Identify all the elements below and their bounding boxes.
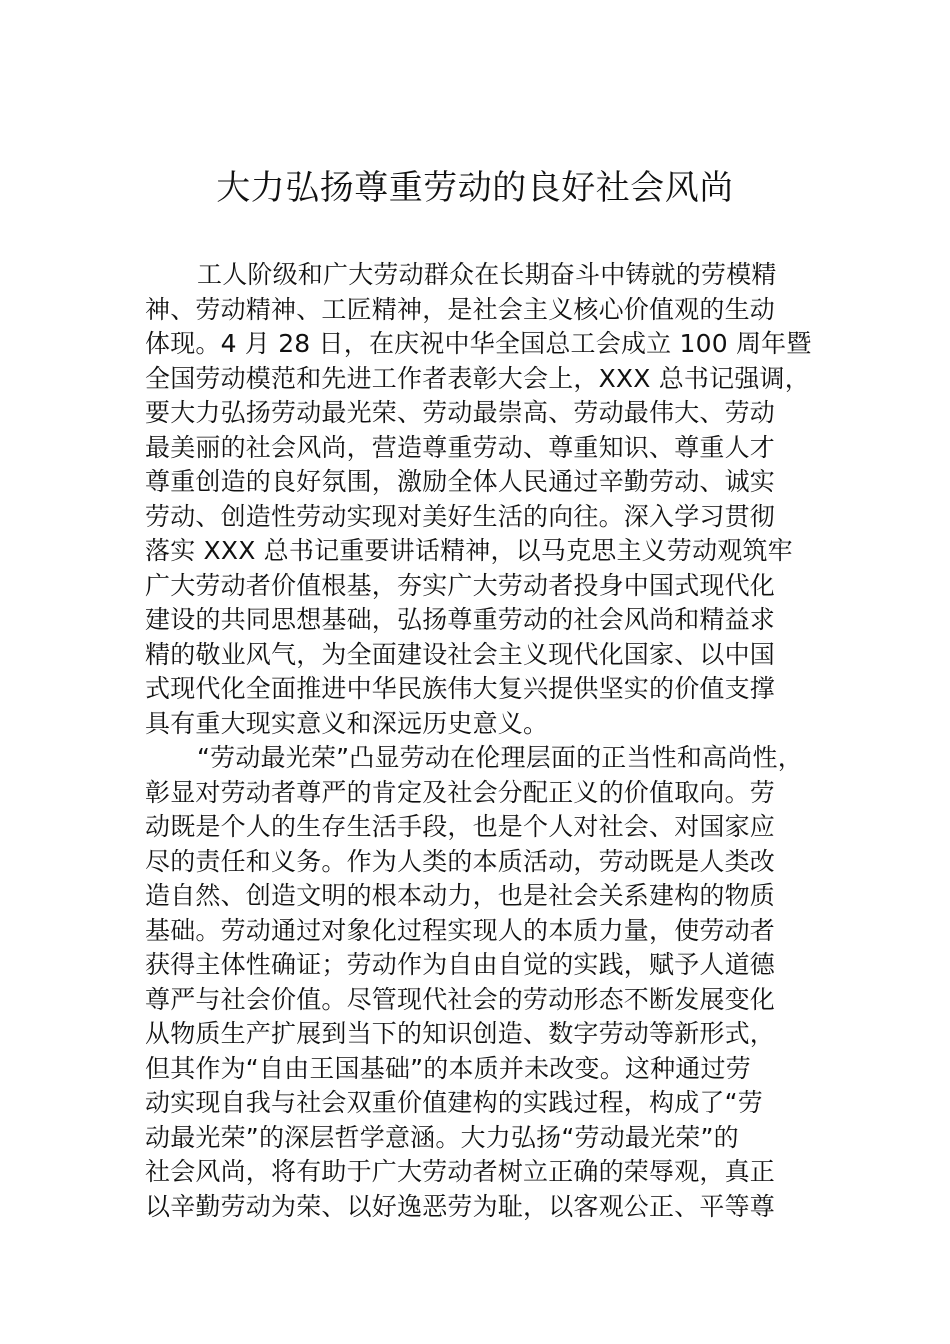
text-line: 全国劳动模范和先进工作者表彰大会上，XXX 总书记强调，: [145, 363, 810, 393]
text-line: 造自然、创造文明的根本动力，也是社会关系建构的物质: [145, 881, 776, 910]
text-line: 建设的共同思想基础，弘扬尊重劳动的社会风尚和精益求: [145, 605, 776, 634]
text-line: 尽的责任和义务。作为人类的本质活动，劳动既是人类改: [145, 846, 776, 876]
text-line: 神、劳动精神、工匠精神，是社会主义核心价值观的生动: [145, 294, 776, 324]
text-line: 体现。4 月 28 日，在庆祝中华全国总工会成立 100 周年暨: [145, 329, 812, 358]
text-line: 最美丽的社会风尚，营造尊重劳动、尊重知识、尊重人才: [145, 432, 776, 462]
document-title: 大力弘扬尊重劳动的良好社会风尚: [216, 168, 734, 208]
text-line: 动实现自我与社会双重价值建构的实践过程，构成了“劳: [145, 1088, 763, 1117]
text-line: 动既是个人的生存生活手段，也是个人对社会、对国家应: [145, 812, 776, 841]
text-line: 工人阶级和广大劳动群众在长期奋斗中铸就的劳模精: [197, 260, 777, 289]
text-line: 尊严与社会价值。尽管现代社会的劳动形态不断发展变化: [145, 984, 776, 1014]
text-line: 精的敬业风气，为全面建设社会主义现代化国家、以中国: [145, 639, 776, 669]
text-line: 基础。劳动通过对象化过程实现人的本质力量，使劳动者: [145, 915, 776, 945]
text-line: 以辛勤劳动为荣、以好逸恶劳为耻，以客观公正、平等尊: [145, 1191, 776, 1221]
text-line: 从物质生产扩展到当下的知识创造、数字劳动等新形式，: [145, 1019, 776, 1048]
text-line: 获得主体性确证；劳动作为自由自觉的实践，赋予人道德: [145, 950, 776, 979]
text-line: 彰显对劳动者尊严的肯定及社会分配正义的价值取向。劳: [145, 777, 776, 807]
document-body: [145, 258, 835, 1224]
text-line: 落实 XXX 总书记重要讲话精神，以马克思主义劳动观筑牢: [145, 536, 793, 565]
text-line: “劳动最光荣”凸显劳动在伦理层面的正当性和高尚性，: [197, 743, 803, 772]
text-line: 尊重创造的良好氛围，激励全体人民通过辛勤劳动、诚实: [145, 467, 776, 496]
text-line: 动最光荣”的深层哲学意涵。大力弘扬“劳动最光荣”的: [145, 1122, 739, 1152]
text-line: 劳动、创造性劳动实现对美好生活的向往。深入学习贯彻: [145, 501, 776, 531]
text-line: 式现代化全面推进中华民族伟大复兴提供坚实的价值支撑: [145, 674, 776, 703]
text-line: 社会风尚，将有助于广大劳动者树立正确的荣辱观，真正: [145, 1157, 776, 1186]
text-line: 要大力弘扬劳动最光荣、劳动最崇高、劳动最伟大、劳动: [145, 398, 776, 427]
text-line: 广大劳动者价值根基，夯实广大劳动者投身中国式现代化: [145, 570, 776, 600]
text-line: 具有重大现实意义和深远历史意义。: [145, 708, 549, 738]
text-line: 但其作为“自由王国基础”的本质并未改变。这种通过劳: [145, 1053, 751, 1083]
